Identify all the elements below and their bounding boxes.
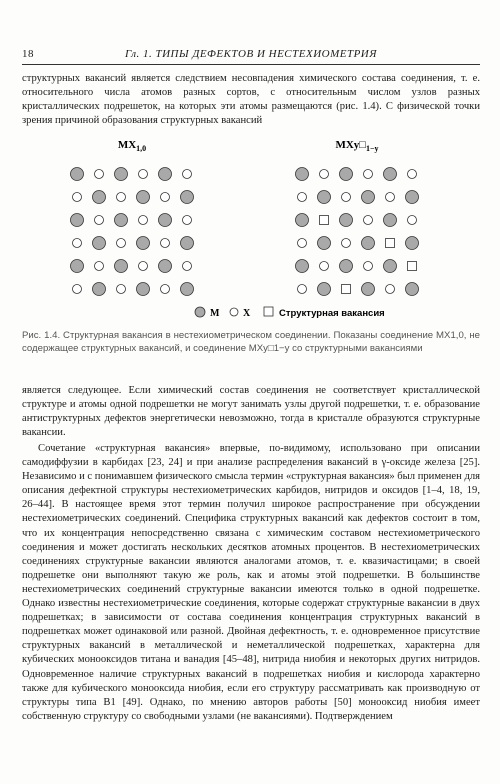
legend-vacancy-label: Структурная вакансия (279, 308, 385, 319)
nonmetal-atom (320, 170, 329, 179)
nonmetal-atom (364, 216, 373, 225)
nonmetal-atom (298, 193, 307, 202)
nonmetal-atom (183, 262, 192, 271)
metal-atom (115, 214, 128, 227)
metal-atom (181, 283, 194, 296)
nonmetal-atom (73, 285, 82, 294)
nonmetal-atom (364, 170, 373, 179)
metal-atom (115, 168, 128, 181)
paragraph-3: Сочетание «структурная вакансия» впервые, по-видимому, использовано при описании самодиффузии в карбидах [23, 24] и при анализе распределения вакансий в γ-оксиде железа [25]. Независимо и с понимавшем физического смысла термин «структурная вакансия» был применен для описания дефектной структуры нестехиометрических карбидов, нитридов и оксидов [1–4, 18, 19, 26–44]. В настоящее время этот термин получил широкое распространение при обсуждении нестехиометрических соединений. Специфика структурных вакансий как дефектов состоит в том, что их концентрация непосредственно связана с химическим составом нестехиометрического соединения и может достигать нескольких десятков атомных процентов. В нестехиометрических соединениях структурные вакансии являются аналогами атомов, т. е. квазичастицами; в своей подрешетке они выполняют такую же роль, как и атомы этой подрешетки. В большинстве нестехиометрических соединений структурные вакансии имеются только в одной подрешетке. Однако известны нестехиометрические соединения, которые содержат структурные вакансии в двух подрешетках; в зависимости от состава соединения концентрация структурных вакансий в подрешетках может одинаковой или разной. Двойная дефектность, т. е. одновременное присутствие структурных вакансий в металлической и неметаллической подрешетках, характерна для кубических монооксидов титана и ванадия [45–48], нитрида ниобия и некоторых других нитридов. Одновременное наличие структурных вакансий в подрешетках ниобия и кислорода характерно также для кубического монооксида ниобия, если его структуру рассматривать как производную от структуры типа B1 [49]. Однако, по мнению авторов работы [50] монооксид ниобия имеет собственную структуру со свободными узлами (не вакансиями). Подтверждением (22, 443, 480, 722)
nonmetal-atom (183, 216, 192, 225)
metal-atom (71, 260, 84, 273)
nonmetal-atom (73, 193, 82, 202)
legend-nonmetal-icon (230, 308, 238, 316)
legend-metal-label: M (210, 308, 220, 319)
metal-atom (384, 168, 397, 181)
nonmetal-atom (298, 285, 307, 294)
nonmetal-atom (95, 216, 104, 225)
metal-atom (406, 237, 419, 250)
metal-atom (181, 237, 194, 250)
legend-vacancy-icon (264, 307, 273, 316)
nonmetal-atom (117, 193, 126, 202)
legend-nonmetal-label: X (243, 308, 251, 319)
nonmetal-atom (139, 170, 148, 179)
metal-atom (318, 191, 331, 204)
paragraph-2: является следующее. Если химический состав соединения не соответствует кристаллической структуре и атомы одной подрешетки не могут занимать узлы другой подрешетки, т. е. образование антиструктурных дефектов энергетически невозможно, тогда в кристалле образуются структурные вакансии. (22, 385, 480, 439)
metal-atom (137, 191, 150, 204)
metal-atom (362, 191, 375, 204)
page-number: 18 (22, 48, 34, 60)
nonmetal-atom (117, 239, 126, 248)
metal-atom (296, 260, 309, 273)
metal-atom (71, 168, 84, 181)
nonmetal-atom (161, 285, 170, 294)
left-lattice-title: $MX_{1,0}$ (117, 139, 147, 153)
metal-atom (406, 191, 419, 204)
nonmetal-atom (95, 262, 104, 271)
metal-atom (115, 260, 128, 273)
vacancy-site (408, 262, 417, 271)
metal-atom (93, 283, 106, 296)
vacancy-site (386, 239, 395, 248)
nonmetal-atom (139, 262, 148, 271)
vacancy-site (342, 285, 351, 294)
lattice-diagram (22, 128, 480, 324)
nonmetal-atom (364, 262, 373, 271)
metal-atom (406, 283, 419, 296)
metal-atom (362, 283, 375, 296)
nonmetal-atom (408, 170, 417, 179)
nonmetal-atom (73, 239, 82, 248)
left-lattice (71, 168, 194, 296)
nonmetal-atom (386, 193, 395, 202)
figure-caption: Рис. 1.4. Структурная вакансия в нестехиометрическом соединении. Показаны соединение MX1,0, не содержащее структурных вакансий, и соединение MXy□1−y со структурными вакансиями (22, 330, 480, 354)
metal-atom (296, 214, 309, 227)
nonmetal-atom (183, 170, 192, 179)
metal-atom (384, 214, 397, 227)
nonmetal-atom (117, 285, 126, 294)
running-title: Гл. 1. ТИПЫ ДЕФЕКТОВ И НЕСТЕХИОМЕТРИЯ (125, 48, 377, 60)
nonmetal-atom (161, 193, 170, 202)
metal-atom (340, 168, 353, 181)
metal-atom (318, 283, 331, 296)
nonmetal-atom (139, 216, 148, 225)
nonmetal-atom (320, 262, 329, 271)
metal-atom (384, 260, 397, 273)
metal-atom (181, 191, 194, 204)
metal-atom (137, 237, 150, 250)
metal-atom (71, 214, 84, 227)
metal-atom (93, 237, 106, 250)
metal-atom (159, 260, 172, 273)
figure-legend (195, 307, 385, 319)
metal-atom (159, 168, 172, 181)
nonmetal-atom (408, 216, 417, 225)
nonmetal-atom (298, 239, 307, 248)
nonmetal-atom (386, 285, 395, 294)
legend-metal-icon (195, 307, 205, 317)
running-header (22, 46, 480, 65)
nonmetal-atom (342, 193, 351, 202)
nonmetal-atom (95, 170, 104, 179)
metal-atom (137, 283, 150, 296)
nonmetal-atom (161, 239, 170, 248)
right-lattice (296, 168, 419, 296)
vacancy-site (320, 216, 329, 225)
right-lattice-title: $MXy□_{1-y}$ (335, 139, 379, 153)
metal-atom (340, 260, 353, 273)
paragraph-1: структурных вакансий является следствием несовпадения химического состава соединения, т. е. относительного числа атомов разных сортов, с относительным числом узлов разных кристаллических подрешеток, на которых эти атомы размещаются (рис. 1.4). С физической точки зрения причиной образования структурных вакансий (22, 73, 480, 127)
metal-atom (296, 168, 309, 181)
metal-atom (340, 214, 353, 227)
metal-atom (362, 237, 375, 250)
nonmetal-atom (342, 239, 351, 248)
metal-atom (159, 214, 172, 227)
metal-atom (93, 191, 106, 204)
figure-1-4 (22, 128, 480, 324)
metal-atom (318, 237, 331, 250)
